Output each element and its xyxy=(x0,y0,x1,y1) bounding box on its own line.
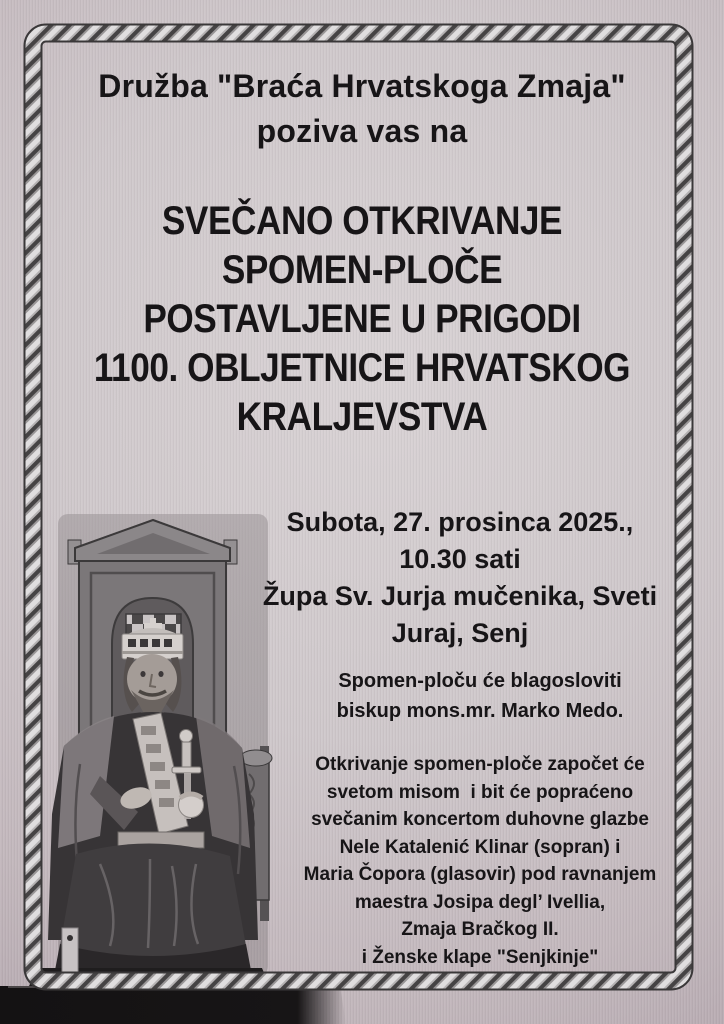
details-line-7: Zmaja Bračkog II. xyxy=(401,919,559,940)
title-line-2: SPOMEN-PLOČE xyxy=(221,248,503,292)
event-venue-line-2: Juraj, Senj xyxy=(391,618,529,648)
details-line-4: Nele Katalenić Klinar (sopran) i xyxy=(339,836,621,858)
details-line-3: svečanim koncertom duhovne glazbe xyxy=(311,809,649,830)
details-line-8: i Ženske klape "Senjkinje" xyxy=(361,946,599,968)
intro-line-2: poziva vas na xyxy=(256,113,468,149)
program-details xyxy=(285,751,675,971)
intro-line-1: Družba "Braća Hrvatskoga Zmaja" xyxy=(98,68,626,104)
title-line-1: SVEČANO OTKRIVANJE xyxy=(161,199,563,243)
title-line-5: KRALJEVSTVA xyxy=(236,395,488,439)
details-line-5: Maria Čopora (glasovir) pod ravnanjem xyxy=(303,864,657,885)
details-line-2: svetom misom i bit će popraćeno xyxy=(326,781,634,803)
blessing-note xyxy=(290,666,670,726)
event-title xyxy=(61,197,663,442)
blessing-line-2: biskup mons.mr. Marko Medo. xyxy=(336,700,624,722)
event-venue-line-1: Župa Sv. Jurja mučenika, Sveti xyxy=(262,581,658,611)
details-line-1: Otkrivanje spomen-ploče započet će xyxy=(315,754,645,775)
details-line-6: maestra Josipa degl’ Ivellia, xyxy=(354,891,606,913)
title-line-3: POSTAVLJENE U PRIGODI xyxy=(143,297,581,341)
event-time: 10.30 sati xyxy=(399,544,521,574)
event-date: Subota, 27. prosinca 2025., xyxy=(286,507,634,537)
title-line-4: 1100. OBLJETNICE HRVATSKOG xyxy=(93,346,631,390)
event-date-location xyxy=(255,504,665,652)
blessing-line-1: Spomen-ploču će blagosloviti xyxy=(338,670,622,692)
intro-block xyxy=(40,64,684,154)
